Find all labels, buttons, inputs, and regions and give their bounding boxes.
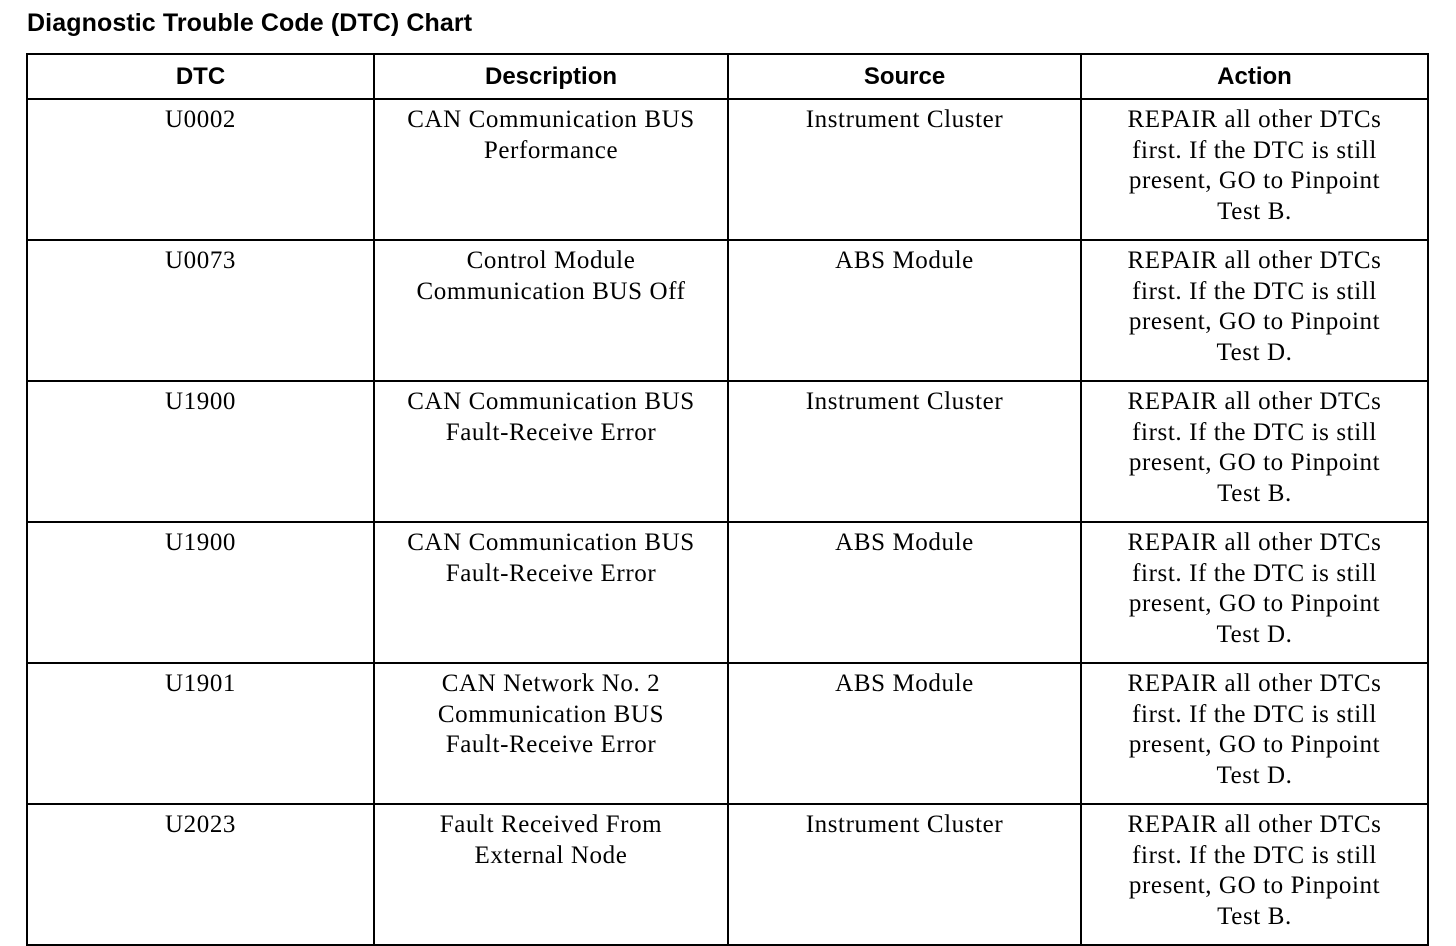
dtc-cell: U0002 <box>27 99 374 240</box>
table-row <box>27 663 1428 804</box>
action-cell <box>1081 522 1428 663</box>
action-cell <box>1081 663 1428 804</box>
column-header-source: Source <box>728 54 1081 99</box>
table-row <box>27 522 1428 663</box>
page-title: Diagnostic Trouble Code (DTC) Chart <box>27 9 473 37</box>
table-row <box>27 240 1428 381</box>
source-cell: ABS Module <box>728 663 1081 804</box>
description-cell <box>374 240 728 381</box>
column-header-action: Action <box>1081 54 1428 99</box>
source-cell: Instrument Cluster <box>728 99 1081 240</box>
action-text: REPAIR all other DTCs first. If the DTC is still present, GO to Pinpoint Test D. <box>1127 529 1382 648</box>
description-text: Fault Received From External Node <box>439 811 663 869</box>
action-cell <box>1081 99 1428 240</box>
description-text: CAN Communication BUS Performance <box>407 106 695 164</box>
dtc-table <box>26 53 1429 946</box>
table-header-row <box>27 54 1428 99</box>
description-cell <box>374 663 728 804</box>
source-cell: ABS Module <box>728 240 1081 381</box>
description-text: Control Module Communication BUS Off <box>416 247 686 305</box>
source-cell: ABS Module <box>728 522 1081 663</box>
action-text: REPAIR all other DTCs first. If the DTC is still present, GO to Pinpoint Test D. <box>1127 670 1382 789</box>
description-cell <box>374 804 728 945</box>
dtc-cell: U0073 <box>27 240 374 381</box>
table-row <box>27 381 1428 522</box>
action-cell <box>1081 381 1428 522</box>
description-cell <box>374 522 728 663</box>
action-cell <box>1081 240 1428 381</box>
dtc-cell: U1901 <box>27 663 374 804</box>
action-text: REPAIR all other DTCs first. If the DTC is still present, GO to Pinpoint Test D. <box>1127 247 1382 366</box>
table-row <box>27 804 1428 945</box>
action-cell <box>1081 804 1428 945</box>
dtc-cell: U1900 <box>27 381 374 522</box>
action-text: REPAIR all other DTCs first. If the DTC is still present, GO to Pinpoint Test B. <box>1127 811 1382 930</box>
source-cell: Instrument Cluster <box>728 381 1081 522</box>
table-row <box>27 99 1428 240</box>
description-text: CAN Communication BUS Fault-Receive Error <box>407 529 695 587</box>
description-cell <box>374 381 728 522</box>
dtc-cell: U1900 <box>27 522 374 663</box>
description-cell <box>374 99 728 240</box>
action-text: REPAIR all other DTCs first. If the DTC is still present, GO to Pinpoint Test B. <box>1127 388 1382 507</box>
column-header-description: Description <box>374 54 728 99</box>
description-text: CAN Network No. 2 Communication BUS Fault-Receive Error <box>437 670 665 758</box>
dtc-cell: U2023 <box>27 804 374 945</box>
description-text: CAN Communication BUS Fault-Receive Error <box>407 388 695 446</box>
action-text: REPAIR all other DTCs first. If the DTC is still present, GO to Pinpoint Test B. <box>1127 106 1382 225</box>
column-header-dtc: DTC <box>27 54 374 99</box>
source-cell: Instrument Cluster <box>728 804 1081 945</box>
